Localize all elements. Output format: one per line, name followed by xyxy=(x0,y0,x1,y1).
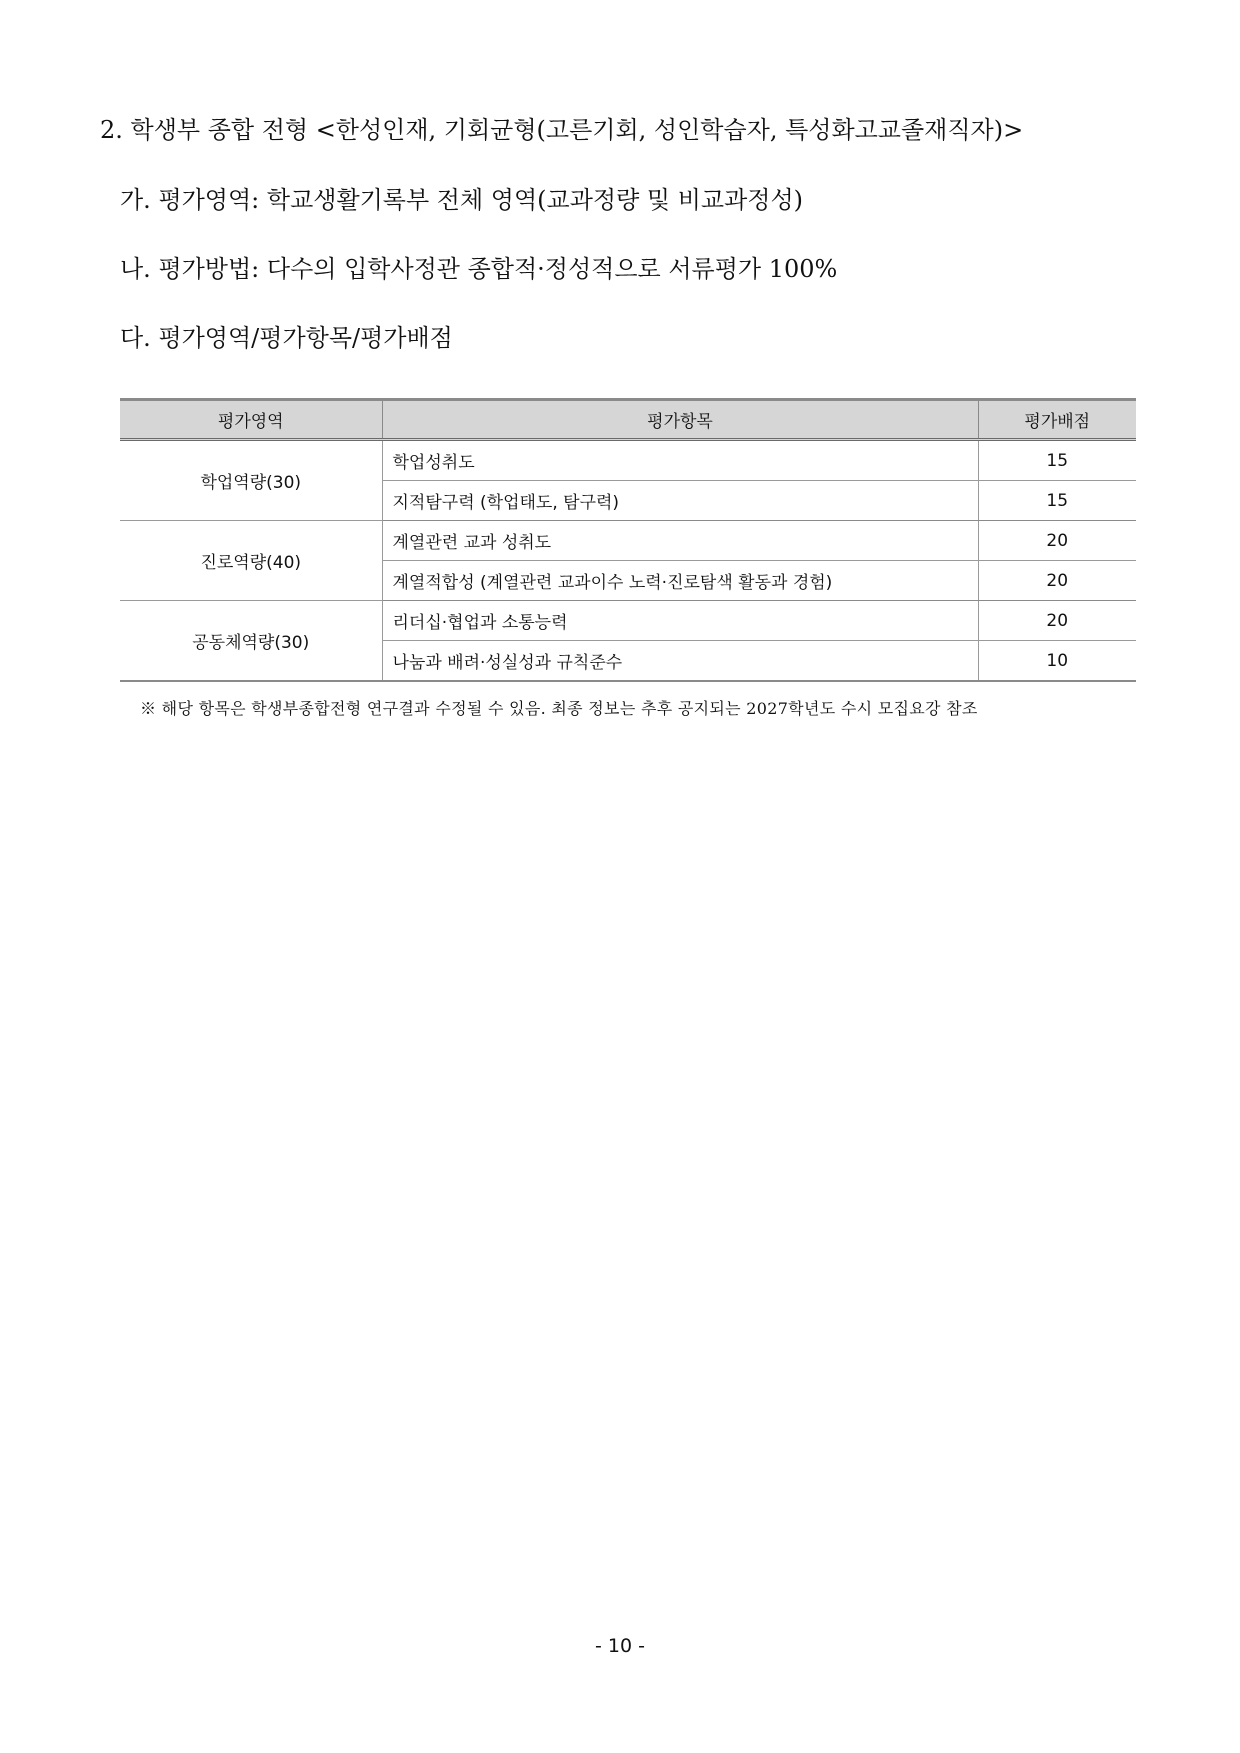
evaluation-area-line: 가. 평가영역: 학교생활기록부 전체 영역(교과정량 및 비교과정성) xyxy=(120,186,803,214)
header-score: 평가배점 xyxy=(978,400,1136,440)
header-item: 평가항목 xyxy=(382,400,978,440)
table-row xyxy=(120,601,1136,641)
table-row xyxy=(120,521,1136,561)
evaluation-table xyxy=(120,398,1136,682)
score-cell: 20 xyxy=(978,561,1136,601)
item-cell: 학업성취도 xyxy=(382,440,978,481)
score-cell: 20 xyxy=(978,601,1136,641)
table-header-row xyxy=(120,400,1136,440)
page-number: - 10 - xyxy=(595,1635,645,1657)
evaluation-method-line: 나. 평가방법: 다수의 입학사정관 종합적·정성적으로 서류평가 100% xyxy=(120,255,838,283)
footnote: ※ 해당 항목은 학생부종합전형 연구결과 수정될 수 있음. 최종 정보는 추후 공지되는 2027학년도 수시 모집요강 참조 xyxy=(140,699,978,718)
item-cell: 리더십·협업과 소통능력 xyxy=(382,601,978,641)
score-cell: 15 xyxy=(978,440,1136,481)
evaluation-table-caption: 다. 평가영역/평가항목/평가배점 xyxy=(120,324,453,352)
area-cell: 진로역량(40) xyxy=(120,521,382,601)
score-cell: 20 xyxy=(978,521,1136,561)
area-cell: 학업역량(30) xyxy=(120,440,382,521)
score-cell: 15 xyxy=(978,481,1136,521)
section-title: 2. 학생부 종합 전형 <한성인재, 기회균형(고른기회, 성인학습자, 특성화고교졸재직자)> xyxy=(100,116,1024,144)
header-area: 평가영역 xyxy=(120,400,382,440)
table-row xyxy=(120,440,1136,481)
item-cell: 계열적합성 (계열관련 교과이수 노력·진로탐색 활동과 경험) xyxy=(382,561,978,601)
item-cell: 지적탐구력 (학업태도, 탐구력) xyxy=(382,481,978,521)
item-cell: 나눔과 배려·성실성과 규칙준수 xyxy=(382,641,978,682)
area-cell: 공동체역량(30) xyxy=(120,601,382,682)
score-cell: 10 xyxy=(978,641,1136,682)
item-cell: 계열관련 교과 성취도 xyxy=(382,521,978,561)
